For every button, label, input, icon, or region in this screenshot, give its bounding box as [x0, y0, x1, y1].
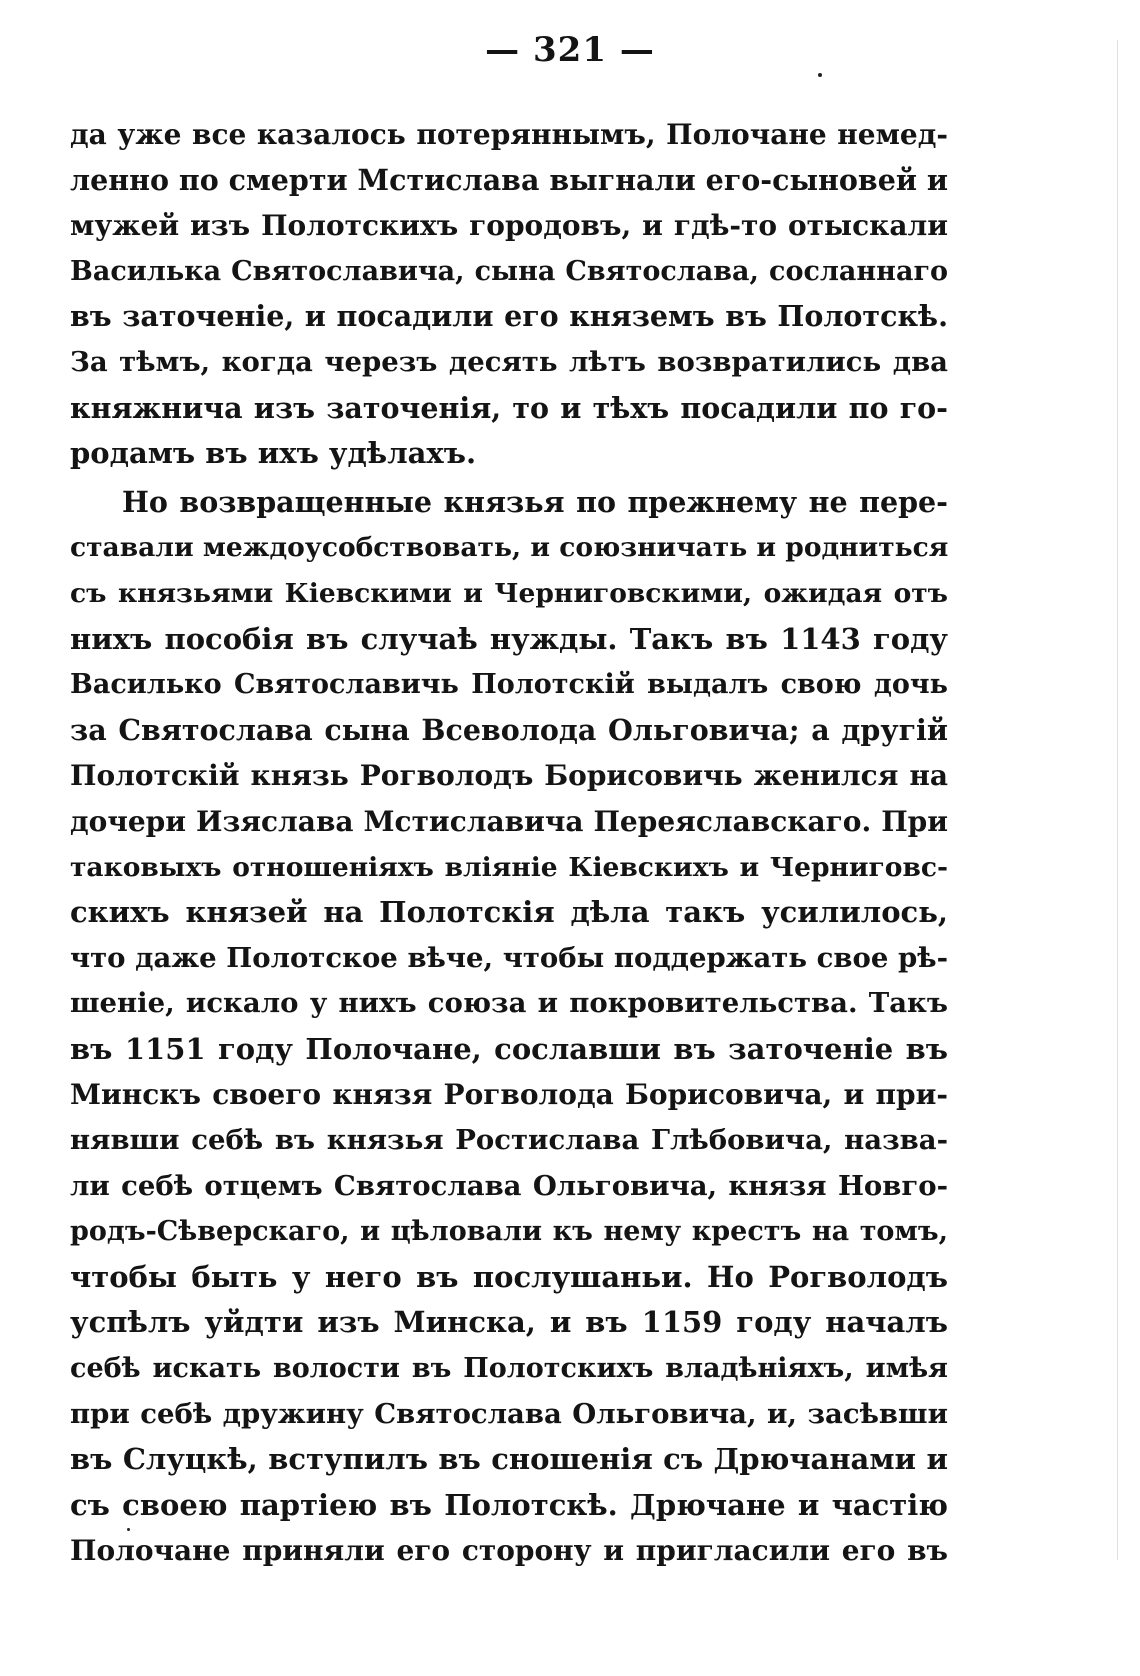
- text-line: Полотскій князь Рогволодъ Борисовичь женился на: [70, 759, 948, 793]
- page-number: — 321 —: [485, 30, 655, 70]
- text-line: ставали междоусобствовать, и союзничать и родниться: [70, 532, 948, 564]
- text-line: Василька Святославича, сына Святослава, сосланнаго: [70, 255, 948, 287]
- text-line: въ Слуцкѣ, вступилъ въ сношенія съ Дрючанами и: [70, 1442, 948, 1477]
- text-line: дочери Изяслава Мстиславича Переяславскаго. При: [70, 804, 948, 838]
- text-line: таковыхъ отношеніяхъ вліяніе Кіевскихъ и Черниговс-: [70, 851, 948, 883]
- text-line: мужей изъ Полотскихъ городовъ, и гдѣ-то отыскали: [70, 209, 948, 243]
- paragraph: [70, 480, 948, 1574]
- text-line: успѣлъ уйдти изъ Минска, и въ 1159 году началъ: [70, 1305, 948, 1340]
- text-line: въ 1151 году Полочане, сославши въ заточеніе въ: [70, 1031, 948, 1066]
- text-line: что даже Полотское вѣче, чтобы поддержать свое рѣ-: [70, 941, 948, 974]
- text-line: Но возвращенные князья по прежнему не пере-: [122, 484, 948, 519]
- text-line: съ своею партіею въ Полотскѣ. Дрючане и частію: [70, 1487, 948, 1522]
- text-line: шеніе, искало у нихъ союза и покровительства. Такъ: [70, 987, 948, 1020]
- text-line: чтобы быть у него въ послушаньи. Но Рогволодъ: [70, 1259, 948, 1294]
- text-line: Полочане приняли его сторону и пригласили его въ: [70, 1534, 948, 1568]
- text-line: нихъ пособія въ случаѣ нужды. Такъ въ 1143 году: [70, 621, 948, 656]
- text-line: Минскъ своего князя Рогволода Борисовича, и при-: [70, 1078, 948, 1112]
- print-speck: [818, 73, 822, 77]
- text-line: ленно по смерти Мстислава выгнали его-сыновей и: [70, 162, 948, 197]
- body-text: [70, 112, 948, 1574]
- text-line: княжнича изъ заточенія, то и тѣхъ посадили по го-: [70, 390, 948, 425]
- page-edge-shadow: [1117, 40, 1118, 1560]
- text-line: За тѣмъ, когда черезъ десять лѣтъ возвратились два: [70, 345, 948, 378]
- text-line: да уже все казалось потеряннымъ, Полочане немед-: [70, 118, 948, 151]
- text-line: при себѣ дружину Святослава Ольговича, и, засѣвши: [70, 1397, 948, 1430]
- text-line: съ князьями Кіевскими и Черниговскими, ожидая отъ: [70, 577, 948, 609]
- text-line: себѣ искать волости въ Полотскихъ владѣніяхъ, имѣя: [70, 1353, 948, 1385]
- text-line: за Святослава сына Всеволода Ольговича; а другій: [70, 712, 948, 747]
- paragraph: [70, 112, 948, 477]
- text-line: нявши себѣ въ князья Ростислава Глѣбовича, назва-: [70, 1124, 948, 1157]
- text-line: ли себѣ отцемъ Святослава Ольговича, князя Новго-: [70, 1169, 948, 1202]
- text-line: скихъ князей на Полотскія дѣла такъ усилилось,: [70, 895, 948, 930]
- text-line: родъ-Сѣверскаго, и цѣловали къ нему крестъ на томъ,: [70, 1216, 948, 1248]
- text-line: въ заточеніе, и посадили его княземъ въ Полотскѣ.: [70, 299, 948, 334]
- text-line: Василько Святославичь Полотскій выдалъ свою дочь: [70, 669, 948, 701]
- text-line: родамъ въ ихъ удѣлахъ.: [70, 436, 477, 471]
